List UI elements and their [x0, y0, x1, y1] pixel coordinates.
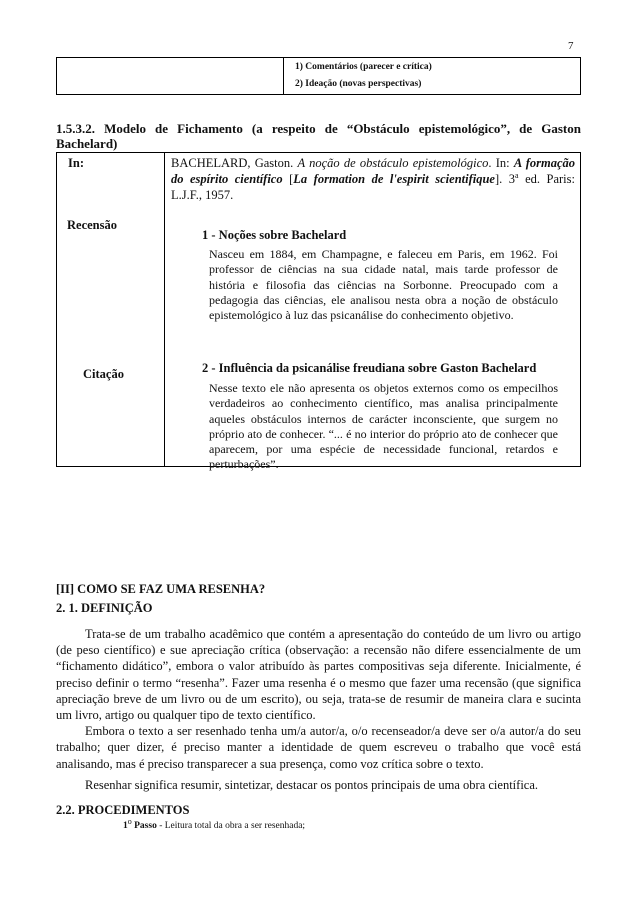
ref-author: BACHELARD, Gaston.: [171, 156, 298, 170]
step-1-sup: o: [127, 816, 132, 826]
ref-book: A formação do espírito científico: [171, 156, 576, 186]
step-1-text: - Leitura total da obra a ser resenhada;: [156, 821, 306, 831]
step-1-number: 1: [123, 821, 128, 831]
step-1: [123, 816, 306, 831]
ref-edition-sup: a: [515, 170, 519, 180]
table-row-comments: 1) Comentários (parecer e crítica): [295, 62, 432, 72]
label-in: In:: [68, 156, 84, 170]
definicao-paragraph-2: Embora o texto a ser resenhado tenha um/a autor/a, o/o recenseador/a deve ser o/a autor/a do seu trabalho; quer dizer, é preciso manter a identidade de quem escreveu o trabalho que você está analisando, mas é preciso transparecer a sua presença, como voz crítica sobre o texto.: [56, 724, 581, 771]
label-citacao: Citação: [83, 367, 124, 381]
ref-publisher: ed. Paris: L.J.F., 1957.: [171, 172, 575, 202]
ref-in: . In:: [488, 156, 514, 170]
table-divider: [283, 58, 284, 94]
procedimentos-heading: 2.2. PROCEDIMENTOS: [56, 803, 190, 817]
table-row-ideation: 2) Ideação (novas perspectivas): [295, 79, 422, 89]
definicao-paragraph-1: Trata-se de um trabalho acadêmico que contém a apresentação do conteúdo de um livro ou artigo (de peso científico) e sue apreciação crítica (observação: a recensão não difere essencialmente de um “fichamento didático”, embora o valor atribuído às partes compositivas seja diferente. Inicialmente, é preciso definir o termo “resenha”. Fazer uma resenha é o mesmo que fazer uma recensão (que significa apreciação breve de um livro ou de um escrito), ou seja, trata-se de resumir de maneira clara e sucinta um livro, artigo ou qualquer tipo de texto científico.: [56, 627, 581, 723]
definicao-paragraph-3: Resenhar significa resumir, sintetizar, destacar os pontos principais de uma obra científica.: [85, 777, 539, 792]
definicao-heading: 2. 1. DEFINIÇÃO: [56, 601, 153, 615]
section-heading: [56, 121, 581, 151]
definicao-body: [56, 626, 581, 793]
section-heading-line2: Bachelard): [56, 136, 118, 151]
label-recensao: Recensão: [67, 218, 117, 232]
page-number: 7: [568, 40, 574, 52]
bibliographic-reference: [171, 155, 575, 203]
ref-bracket-close: ]. 3: [494, 172, 516, 186]
section-heading-line1: 1.5.3.2. Modelo de Fichamento (a respeito de “Obstáculo epistemológico”, de Gaston: [56, 121, 581, 136]
section1-text: Nasceu em 1884, em Champagne, e faleceu em Paris, em 1962. Foi professor de ciências na sua cidade natal, mais tarde professor de história e filosofia das ciências na Sorbonne. Preocupado com a pedagogia das ciências, ele analisou nesta obra a noção de obstáculo epistemológico à luz das psicanálise do conhecimento objetivo.: [209, 247, 558, 323]
section2-title: 2 - Influência da psicanálise freudiana sobre Gaston Bachelard: [202, 361, 537, 375]
fichamento-box: [56, 152, 581, 472]
section2-text: Nesse texto ele não apresenta os objetos externos como os empecilhos verdadeiros ao conhecimento científico, mas analisa principalmente aqueles obstáculos internos de carácter inconsciente, que surgem no próprio ato de conhecer. “... é no interior do próprio ato de conhecer que aparecem, por uma espécie de necessidade funcional, retardos e perturbações”.: [209, 381, 558, 472]
resenha-heading: [II] COMO SE FAZ UMA RESENHA?: [56, 582, 266, 596]
comments-table: [56, 57, 581, 95]
ref-bracket-open: [: [282, 172, 294, 186]
fichamento-divider: [164, 153, 165, 466]
step-1-label: Passo: [131, 821, 157, 831]
section1-title: 1 - Noções sobre Bachelard: [202, 228, 347, 242]
ref-title: A noção de obstáculo epistemológico: [297, 156, 489, 170]
ref-original-title: La formation de l'espirit scientifique: [293, 172, 495, 186]
